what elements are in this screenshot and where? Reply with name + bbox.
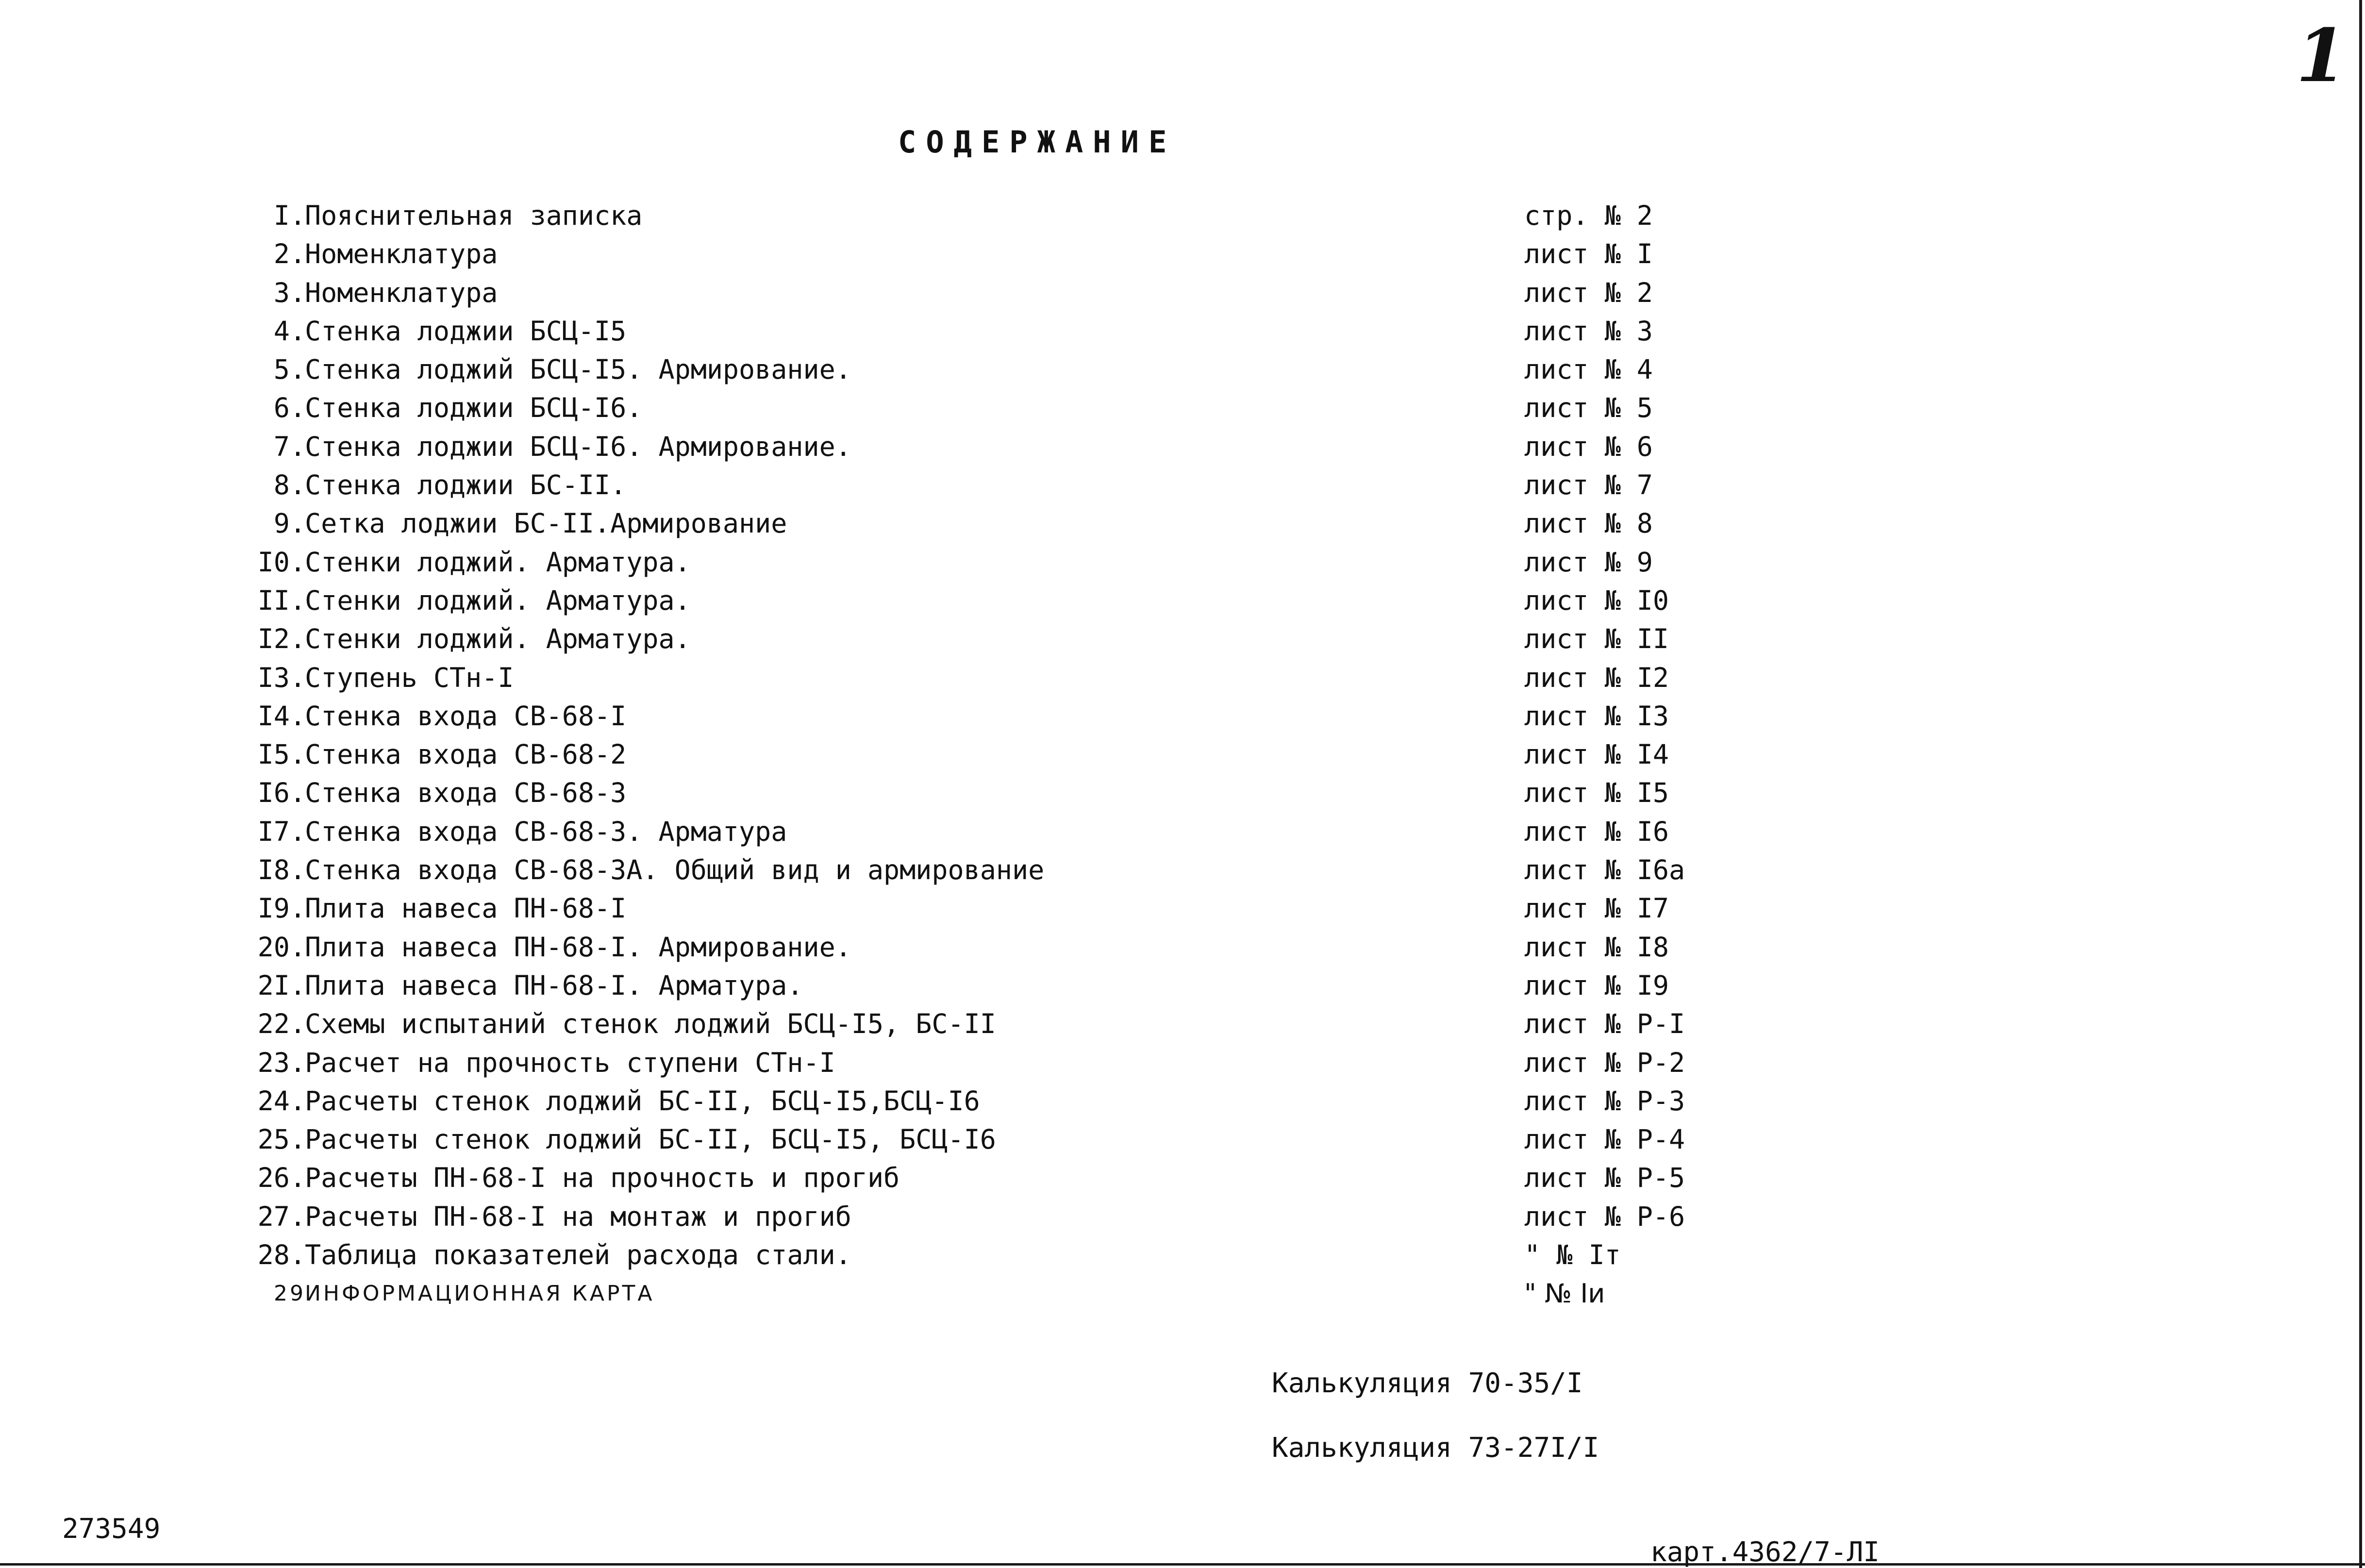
toc-item-sheet-ref: лист № 3 (1524, 315, 1653, 347)
toc-item (243, 1044, 2184, 1082)
toc-item-sheet-ref: лист № Р-5 (1524, 1162, 1685, 1194)
toc-item-sheet-ref: лист № 8 (1524, 508, 1653, 539)
toc-item-number: 24. (257, 1085, 306, 1117)
toc-item (243, 582, 2184, 620)
toc-item-sheet-ref: лист № Р-4 (1524, 1124, 1685, 1155)
toc-item-sheet-ref: лист № 4 (1524, 354, 1653, 385)
toc-item-sheet-ref: " № Iи (1524, 1278, 1605, 1309)
toc-item (243, 813, 2184, 851)
calculation-reference-1: Калькуляция 70-35/I (1272, 1368, 1583, 1399)
toc-item-number: 9. (273, 508, 306, 539)
toc-item-number: 25. (257, 1124, 306, 1155)
toc-item-title: Стенка лоджии БСЦ-I6. Армирование. (305, 431, 851, 462)
toc-item-sheet-ref: лист № 5 (1524, 392, 1653, 424)
toc-item-title: Номенклатура (305, 238, 498, 270)
toc-item-sheet-ref: лист № II (1524, 623, 1669, 655)
toc-item (243, 659, 2184, 697)
toc-item-title: ИНФОРМАЦИОННАЯ КАРТА (305, 1281, 655, 1306)
toc-item-sheet-ref: стр. № 2 (1524, 200, 1653, 231)
toc-item (243, 1082, 2184, 1120)
toc-item-number: I. (273, 200, 306, 231)
toc-item (243, 889, 2184, 928)
toc-item (243, 928, 2184, 967)
toc-item-sheet-ref: лист № 6 (1524, 431, 1653, 462)
toc-item-title: Плита навеса ПН-68-I. Арматура. (305, 969, 803, 1001)
toc-item-number: I4. (257, 700, 306, 732)
toc-item (243, 1005, 2184, 1043)
toc-item-number: 29 (274, 1281, 306, 1306)
toc-item-number: 3. (273, 277, 306, 308)
toc-item-title: Расчеты ПН-68-I на монтаж и прогиб (305, 1201, 851, 1232)
toc-item-sheet-ref: лист № I (1524, 238, 1653, 270)
toc-item-title: Стенка входа СВ-68-I (305, 700, 627, 732)
toc-item-sheet-ref: лист № I2 (1524, 662, 1669, 693)
toc-item (243, 697, 2184, 735)
toc-item-number: 22. (257, 1008, 306, 1040)
toc-item-sheet-ref: лист № 2 (1524, 277, 1653, 308)
toc-item-title: Расчеты стенок лоджий БС-II, БСЦ-I5,БСЦ-I6 (305, 1085, 980, 1117)
toc-item-number: I9. (257, 893, 306, 924)
toc-item-sheet-ref: лист № Р-3 (1524, 1085, 1685, 1117)
toc-item-title: Пояснительная записка (305, 200, 643, 231)
table-of-contents (243, 197, 2184, 1313)
toc-item-title: Расчет на прочность ступени СТн-I (305, 1047, 835, 1078)
toc-item-sheet-ref: лист № Р-6 (1524, 1201, 1685, 1232)
toc-item-number: 28. (257, 1239, 306, 1271)
toc-item-title: Расчеты ПН-68-I на прочность и прогиб (305, 1162, 900, 1194)
page-title: СОДЕРЖАНИЕ (898, 124, 1177, 160)
toc-item-sheet-ref: лист № 7 (1524, 469, 1653, 501)
toc-item-title: Стенки лоджий. Арматура. (305, 584, 691, 616)
toc-item-number: I8. (257, 854, 306, 886)
toc-item-title: Плита навеса ПН-68-I (305, 893, 627, 924)
toc-item-title: Схемы испытаний стенок лоджий БСЦ-I5, БС-II (305, 1008, 996, 1040)
toc-item-title: Стенка лоджии БС-II. (305, 469, 627, 501)
toc-item-sheet-ref: лист № I8 (1524, 931, 1669, 963)
toc-item-title: Номенклатура (305, 277, 498, 308)
toc-item-title: Стенка входа СВ-68-2 (305, 739, 627, 770)
toc-item-title: Стенка входа СВ-68-3А. Общий вид и армирование (305, 854, 1045, 886)
toc-item-sheet-ref: " № Iт (1524, 1239, 1621, 1271)
toc-item (243, 235, 2184, 273)
toc-item-sheet-ref: лист № I7 (1524, 893, 1669, 924)
toc-item (243, 967, 2184, 1005)
toc-item-number: I6. (257, 777, 306, 809)
toc-item (243, 1120, 2184, 1159)
toc-item-number: I5. (257, 739, 306, 770)
toc-item-sheet-ref: лист № 9 (1524, 546, 1653, 578)
page-border-bottom (0, 1563, 2365, 1566)
calculation-reference-2: Калькуляция 73-27I/I (1272, 1432, 1599, 1464)
toc-item-number: 4. (273, 315, 306, 347)
toc-item-number: I7. (257, 816, 306, 847)
toc-item (243, 851, 2184, 889)
toc-item-number: I2. (257, 623, 306, 655)
toc-item-sheet-ref: лист № Р-I (1524, 1008, 1685, 1040)
toc-item-sheet-ref: лист № I0 (1524, 584, 1669, 616)
document-code: 273549 (62, 1513, 161, 1545)
toc-item-title: Плита навеса ПН-68-I. Армирование. (305, 931, 851, 963)
toc-item-title: Стенки лоджий. Арматура. (305, 546, 691, 578)
toc-item-sheet-ref: лист № I4 (1524, 739, 1669, 770)
toc-item-sheet-ref: лист № I9 (1524, 969, 1669, 1001)
toc-item (243, 350, 2184, 389)
toc-item (243, 735, 2184, 774)
toc-item-title: Стенки лоджий. Арматура. (305, 623, 691, 655)
toc-item-number: 5. (273, 354, 306, 385)
toc-item-number: 2I. (257, 969, 306, 1001)
toc-item (243, 1236, 2184, 1274)
toc-item (243, 543, 2184, 582)
toc-item-title: Сетка лоджии БС-II.Армирование (305, 508, 787, 539)
toc-item (243, 389, 2184, 427)
toc-item-title: Ступень СТн-I (305, 662, 514, 693)
toc-item (243, 197, 2184, 235)
toc-item (243, 1198, 2184, 1236)
toc-item-number: 27. (257, 1201, 306, 1232)
toc-item (243, 1274, 2184, 1313)
toc-item-title: Таблица показателей расхода стали. (305, 1239, 851, 1271)
toc-item (243, 312, 2184, 350)
toc-item-number: 6. (273, 392, 306, 424)
toc-item-number: I3. (257, 662, 306, 693)
page-border-right (2359, 0, 2362, 1568)
toc-item-title: Расчеты стенок лоджий БС-II, БСЦ-I5, БСЦ-I6 (305, 1124, 996, 1155)
toc-item-sheet-ref: лист № I6а (1524, 854, 1685, 886)
toc-item-title: Стенка входа СВ-68-3. Арматура (305, 816, 787, 847)
toc-item (243, 428, 2184, 466)
toc-item-title: Стенка лоджии БСЦ-I5 (305, 315, 627, 347)
toc-item-sheet-ref: лист № I6 (1524, 816, 1669, 847)
footer-stamp: карт.4362/7-ЛI (1650, 1536, 1880, 1568)
toc-item-number: I0. (257, 546, 306, 578)
toc-item-number: 23. (257, 1047, 306, 1078)
toc-item-title: Стенка входа СВ-68-3 (305, 777, 627, 809)
toc-item-sheet-ref: лист № I3 (1524, 700, 1669, 732)
toc-item (243, 774, 2184, 812)
toc-item (243, 620, 2184, 658)
page-number: 1 (2296, 13, 2347, 99)
toc-item-title: Стенка лоджии БСЦ-I6. (305, 392, 643, 424)
toc-item (243, 466, 2184, 504)
toc-item-number: 20. (257, 931, 306, 963)
toc-item-number: 2. (273, 238, 306, 270)
toc-item-sheet-ref: лист № I5 (1524, 777, 1669, 809)
toc-item-number: II. (257, 584, 306, 616)
toc-item-number: 26. (257, 1162, 306, 1194)
toc-item-sheet-ref: лист № Р-2 (1524, 1047, 1685, 1078)
toc-item-number: 7. (273, 431, 306, 462)
toc-item (243, 274, 2184, 312)
toc-item-title: Стенка лоджий БСЦ-I5. Армирование. (305, 354, 851, 385)
toc-item (243, 504, 2184, 543)
toc-item-number: 8. (273, 469, 306, 501)
toc-item (243, 1159, 2184, 1197)
